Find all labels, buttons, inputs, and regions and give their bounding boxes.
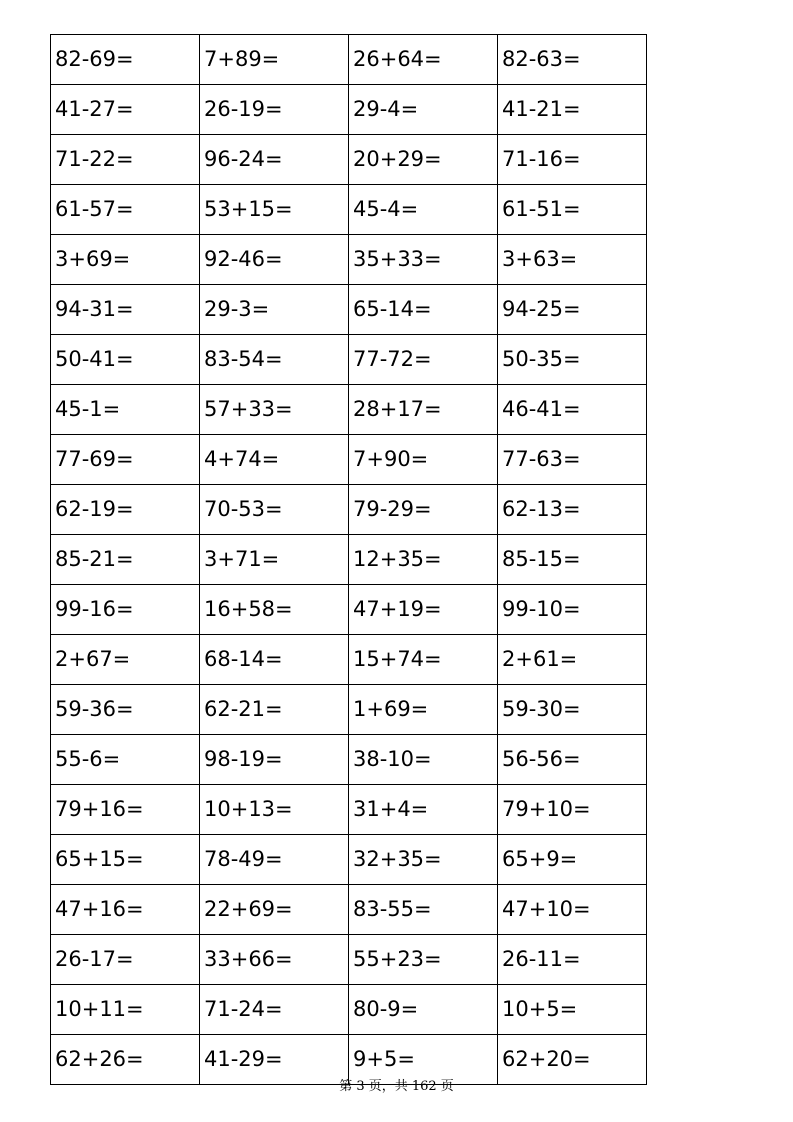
equation-cell: 59-36= [51,685,200,735]
equation-cell: 96-24= [200,135,349,185]
table-row [51,285,647,335]
equation-cell: 26-19= [200,85,349,135]
equation-cell: 85-15= [498,535,647,585]
equation-cell: 16+58= [200,585,349,635]
table-row [51,585,647,635]
equation-cell: 33+66= [200,935,349,985]
equation-cell: 2+61= [498,635,647,685]
equation-cell: 99-10= [498,585,647,635]
table-row [51,435,647,485]
table-row [51,635,647,685]
equation-cell: 62+20= [498,1035,647,1085]
equation-cell: 62+26= [51,1035,200,1085]
equation-cell: 28+17= [349,385,498,435]
table-row [51,485,647,535]
equation-cell: 3+69= [51,235,200,285]
equation-cell: 80-9= [349,985,498,1035]
equation-cell: 26+64= [349,35,498,85]
equation-cell: 62-21= [200,685,349,735]
equation-cell: 55+23= [349,935,498,985]
equation-cell: 10+13= [200,785,349,835]
equation-cell: 15+74= [349,635,498,685]
equation-cell: 4+74= [200,435,349,485]
arithmetic-worksheet-table [50,34,647,1085]
equation-cell: 50-41= [51,335,200,385]
equation-cell: 41-29= [200,1035,349,1085]
equation-cell: 99-16= [51,585,200,635]
equation-cell: 77-72= [349,335,498,385]
table-row [51,685,647,735]
equation-cell: 82-63= [498,35,647,85]
equation-cell: 50-35= [498,335,647,385]
equation-cell: 26-11= [498,935,647,985]
equation-cell: 59-30= [498,685,647,735]
equation-cell: 77-69= [51,435,200,485]
equation-cell: 62-19= [51,485,200,535]
equation-cell: 45-4= [349,185,498,235]
equation-cell: 65+15= [51,835,200,885]
equation-cell: 85-21= [51,535,200,585]
equation-cell: 55-6= [51,735,200,785]
equation-cell: 7+90= [349,435,498,485]
equation-cell: 57+33= [200,385,349,435]
equation-cell: 38-10= [349,735,498,785]
table-row [51,335,647,385]
equation-cell: 92-46= [200,235,349,285]
equation-cell: 71-16= [498,135,647,185]
table-row [51,385,647,435]
equation-cell: 65+9= [498,835,647,885]
equation-cell: 31+4= [349,785,498,835]
equation-cell: 94-31= [51,285,200,335]
table-row [51,35,647,85]
table-row [51,985,647,1035]
equation-cell: 79+10= [498,785,647,835]
equation-cell: 12+35= [349,535,498,585]
equation-cell: 20+29= [349,135,498,185]
equation-cell: 83-54= [200,335,349,385]
table-row [51,535,647,585]
equation-cell: 26-17= [51,935,200,985]
table-row [51,185,647,235]
equation-cell: 10+11= [51,985,200,1035]
equation-cell: 10+5= [498,985,647,1035]
equation-cell: 3+71= [200,535,349,585]
equation-cell: 9+5= [349,1035,498,1085]
equation-cell: 79-29= [349,485,498,535]
equation-cell: 53+15= [200,185,349,235]
equation-cell: 82-69= [51,35,200,85]
equation-cell: 98-19= [200,735,349,785]
equation-cell: 32+35= [349,835,498,885]
equation-cell: 61-51= [498,185,647,235]
equation-cell: 35+33= [349,235,498,285]
equation-cell: 78-49= [200,835,349,885]
equation-cell: 47+10= [498,885,647,935]
equation-cell: 62-13= [498,485,647,535]
equation-cell: 46-41= [498,385,647,435]
table-row [51,85,647,135]
equation-cell: 68-14= [200,635,349,685]
table-row [51,135,647,185]
equation-cell: 47+16= [51,885,200,935]
equation-cell: 7+89= [200,35,349,85]
equation-cell: 65-14= [349,285,498,335]
equation-cell: 94-25= [498,285,647,335]
table-row [51,785,647,835]
equation-cell: 71-24= [200,985,349,1035]
equation-cell: 2+67= [51,635,200,685]
equation-cell: 41-27= [51,85,200,135]
equation-cell: 29-3= [200,285,349,335]
worksheet-body [51,35,647,1085]
table-row [51,735,647,785]
table-row [51,885,647,935]
page-footer: 第 3 页，共 162 页 [339,1079,454,1094]
table-row [51,935,647,985]
equation-cell: 1+69= [349,685,498,735]
equation-cell: 61-57= [51,185,200,235]
equation-cell: 77-63= [498,435,647,485]
equation-cell: 45-1= [51,385,200,435]
equation-cell: 71-22= [51,135,200,185]
equation-cell: 41-21= [498,85,647,135]
equation-cell: 83-55= [349,885,498,935]
equation-cell: 70-53= [200,485,349,535]
table-row [51,235,647,285]
table-row [51,835,647,885]
equation-cell: 3+63= [498,235,647,285]
equation-cell: 47+19= [349,585,498,635]
equation-cell: 56-56= [498,735,647,785]
equation-cell: 22+69= [200,885,349,935]
equation-cell: 79+16= [51,785,200,835]
equation-cell: 29-4= [349,85,498,135]
